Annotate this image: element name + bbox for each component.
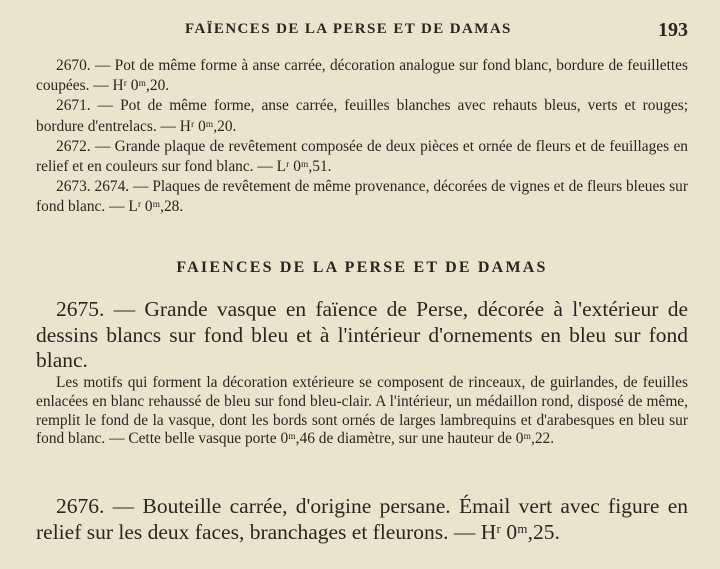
entry-2675-heading: 2675. — Grande vasque en faïence de Perse, décorée à l'extérieur de dessins blancs sur fond bleu et à l'intérieur d'ornements en bleu sur fond blanc. <box>36 297 688 372</box>
entry-2675-description-block <box>36 374 688 449</box>
catalogue-entries-top <box>36 56 688 218</box>
running-header <box>0 19 720 45</box>
entry-2673-2674: 2673. 2674. — Plaques de revêtement de même provenance, décorées de vignes et de fleurs bleues sur fond blanc. — Lʳ 0ᵐ,28. <box>36 178 688 216</box>
entry-2676-heading: 2676. — Bouteille carrée, d'origine persane. Émail vert avec figure en relief sur les deux faces, branchages et fleurons. — Hʳ 0ᵐ,25. <box>36 494 688 544</box>
entry-2675-heading-block <box>36 297 688 374</box>
entry-2671: 2671. — Pot de même forme, anse carrée, feuilles blanches avec rehauts bleus, verts et rouges; bordure d'entrelacs. — Hʳ 0ᵐ,20. <box>36 97 688 135</box>
entry-2676-heading-block <box>36 494 688 545</box>
running-title: FAÏENCES DE LA PERSE ET DE DAMAS <box>185 21 512 37</box>
page-number: 193 <box>658 19 688 41</box>
section-title: FAIENCES DE LA PERSE ET DE DAMAS <box>176 259 548 276</box>
entry-2675-description: Les motifs qui forment la décoration extérieure se composent de rinceaux, de guirlandes, de feuilles enlacées en blanc rehaussé de bleu sur fond bleu-clair. A l'intérieur, un médaillon rond, disposé de même, remplit le fond de la vasque, dont les bords sont ornés de larges lambrequins et d'arabesques en bleu sur fond blanc. — Cette belle vasque porte 0ᵐ,46 de diamètre, sur une hauteur de 0ᵐ,22. <box>36 374 688 448</box>
entry-2670: 2670. — Pot de même forme à anse carrée, décoration analogue sur fond blanc, bordure de feuillettes coupées. — Hʳ 0ᵐ,20. <box>36 57 688 95</box>
entry-2672: 2672. — Grande plaque de revêtement composée de deux pièces et ornée de fleurs et de feuillages en relief et en couleurs sur fond blanc. — Lʳ 0ᵐ,51. <box>36 137 688 176</box>
